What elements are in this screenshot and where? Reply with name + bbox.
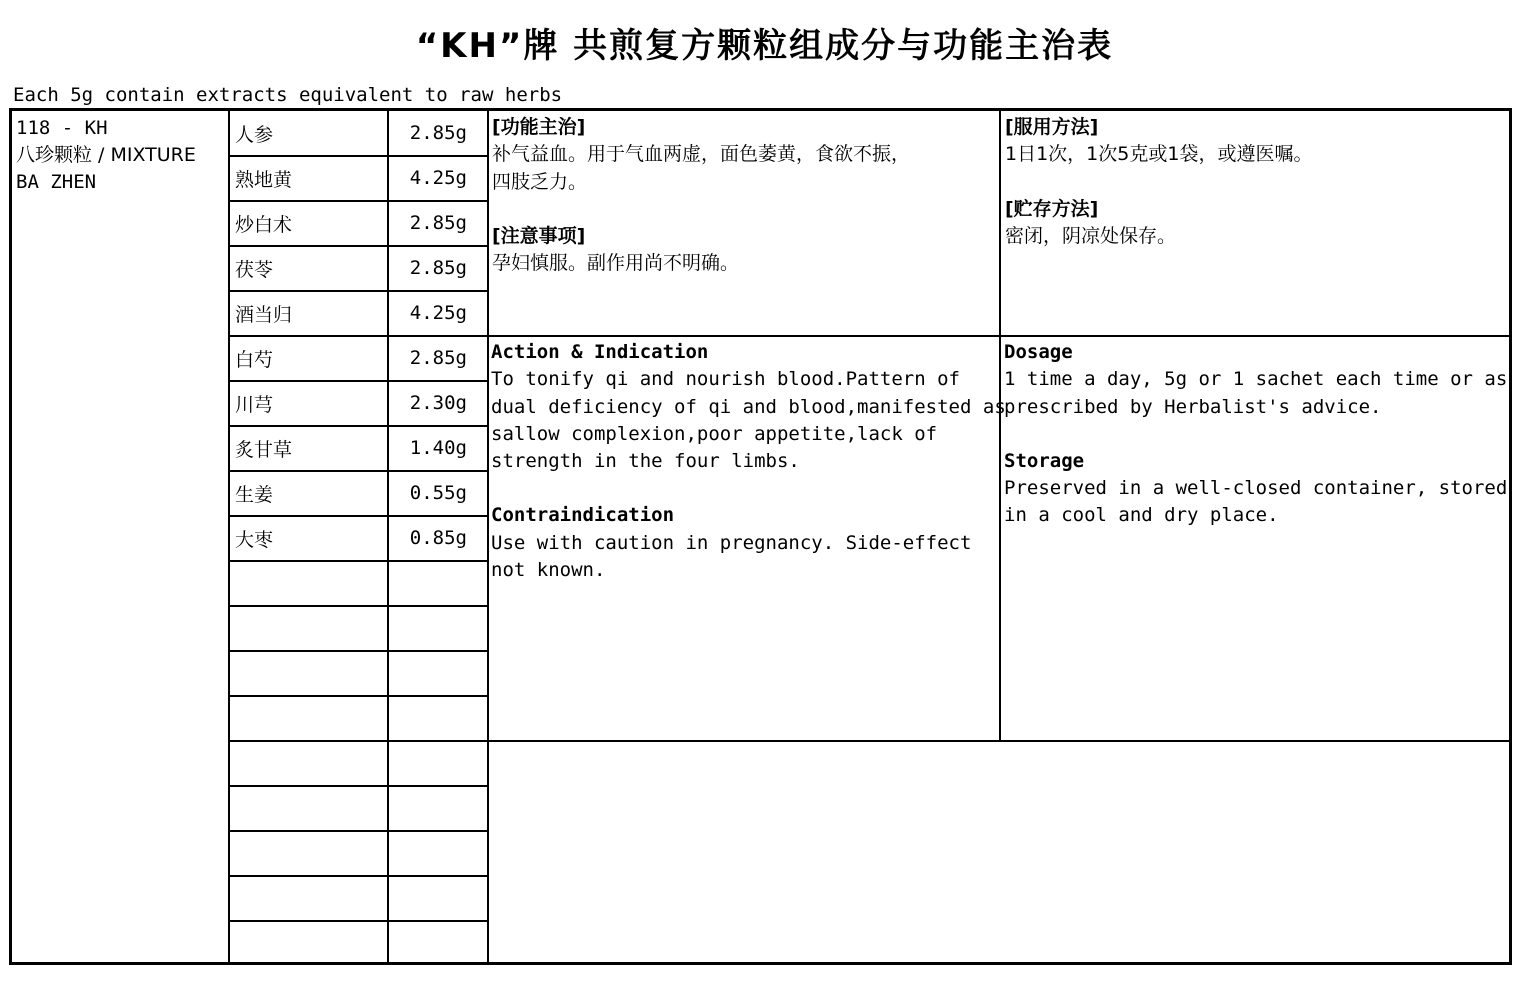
en-action-cell xyxy=(491,339,1006,584)
product-name-en: BA ZHEN xyxy=(16,171,97,193)
herb-quantity: 2.85g xyxy=(409,347,467,369)
herb-name: 白芍 xyxy=(235,349,274,371)
en-action-text: sallow complexion,poor appetite,lack of xyxy=(491,422,938,445)
divider xyxy=(228,920,487,922)
en-contra-text: not known. xyxy=(491,559,606,582)
herb-row xyxy=(230,516,487,561)
herb-name: 大枣 xyxy=(235,529,274,551)
herb-name: 茯苓 xyxy=(235,259,274,281)
cn-storage-text: 密闭，阴凉处保存。 xyxy=(1005,224,1177,247)
en-action-text: To tonify qi and nourish blood.Pattern of xyxy=(491,368,960,391)
cn-storage-heading: [贮存方法] xyxy=(1005,197,1099,220)
en-contra-text: Use with caution in pregnancy. Side-effect xyxy=(491,531,972,554)
en-action-text: dual deficiency of qi and blood,manifested as xyxy=(491,395,1006,418)
herb-row xyxy=(230,426,487,471)
herb-row xyxy=(230,156,487,201)
en-dosage-text: prescribed by Herbalist's advice. xyxy=(1004,395,1382,418)
divider xyxy=(228,605,487,607)
en-storage-text: in a cool and dry place. xyxy=(1004,504,1279,527)
herb-quantity: 2.30g xyxy=(409,392,467,414)
herb-row xyxy=(230,381,487,426)
cn-function-cell xyxy=(492,114,997,277)
herb-row xyxy=(230,291,487,336)
product-name: 八珍颗粒 / MIXTURE xyxy=(16,144,196,166)
divider xyxy=(228,740,487,742)
page-title: “KH”牌 共煎复方颗粒组成分与功能主治表 xyxy=(415,26,1114,66)
herb-quantity: 2.85g xyxy=(409,122,467,144)
herb-name: 炒白术 xyxy=(235,214,293,236)
herb-row xyxy=(230,246,487,291)
cn-usage-cell xyxy=(1005,114,1510,250)
formula-table xyxy=(9,108,1512,965)
herb-quantity: 4.25g xyxy=(409,167,467,189)
herb-name: 酒当归 xyxy=(235,304,293,326)
product-code: 118 - KH xyxy=(16,117,108,139)
cn-function-heading: [功能主治] xyxy=(492,116,586,138)
product-cell xyxy=(16,115,231,196)
herb-quantity: 2.85g xyxy=(409,212,467,234)
divider xyxy=(228,650,487,652)
en-storage-heading: Storage xyxy=(1004,449,1085,472)
en-action-heading: Action & Indication xyxy=(491,341,709,363)
cn-caution-heading: [注意事项] xyxy=(492,224,586,247)
cn-caution-text: 孕妇慎服。副作用尚不明确。 xyxy=(492,252,740,275)
divider xyxy=(228,830,487,832)
herb-quantity: 0.85g xyxy=(409,527,467,549)
divider xyxy=(228,785,487,787)
herb-name: 川芎 xyxy=(235,394,274,416)
herb-name: 生姜 xyxy=(235,484,274,506)
divider xyxy=(228,695,487,697)
en-dosage-text: 1 time a day, 5g or 1 sachet each time or as xyxy=(1004,368,1508,391)
en-dosage-cell xyxy=(1004,339,1509,530)
en-contra-heading: Contraindication xyxy=(491,504,675,527)
cn-function-text: 四肢乏力。 xyxy=(492,170,588,193)
cn-usage-heading: [服用方法] xyxy=(1005,116,1099,138)
herb-name: 炙甘草 xyxy=(235,439,293,461)
herb-row xyxy=(230,471,487,516)
herb-row xyxy=(230,336,487,381)
herb-row xyxy=(230,111,487,156)
divider xyxy=(228,875,487,877)
herb-name: 熟地黄 xyxy=(235,169,293,191)
herb-quantity: 2.85g xyxy=(409,257,467,279)
cn-function-text: 补气益血。用于气血两虚，面色萎黄，食欲不振， xyxy=(492,143,911,166)
en-action-text: strength in the four limbs. xyxy=(491,450,800,473)
divider xyxy=(487,335,1509,337)
cn-usage-text: 1日1次，1次5克或1袋，或遵医嘱。 xyxy=(1005,143,1313,166)
herb-quantity: 0.55g xyxy=(409,482,467,504)
en-storage-text: Preserved in a well-closed container, stored xyxy=(1004,477,1508,500)
herb-row xyxy=(230,201,487,246)
divider xyxy=(487,740,1509,742)
subtitle: Each 5g contain extracts equivalent to raw herbs xyxy=(13,84,563,106)
en-dosage-heading: Dosage xyxy=(1004,341,1073,363)
divider xyxy=(487,111,489,962)
herb-name: 人参 xyxy=(235,124,274,146)
herb-quantity: 1.40g xyxy=(409,437,467,459)
herb-quantity: 4.25g xyxy=(409,302,467,324)
